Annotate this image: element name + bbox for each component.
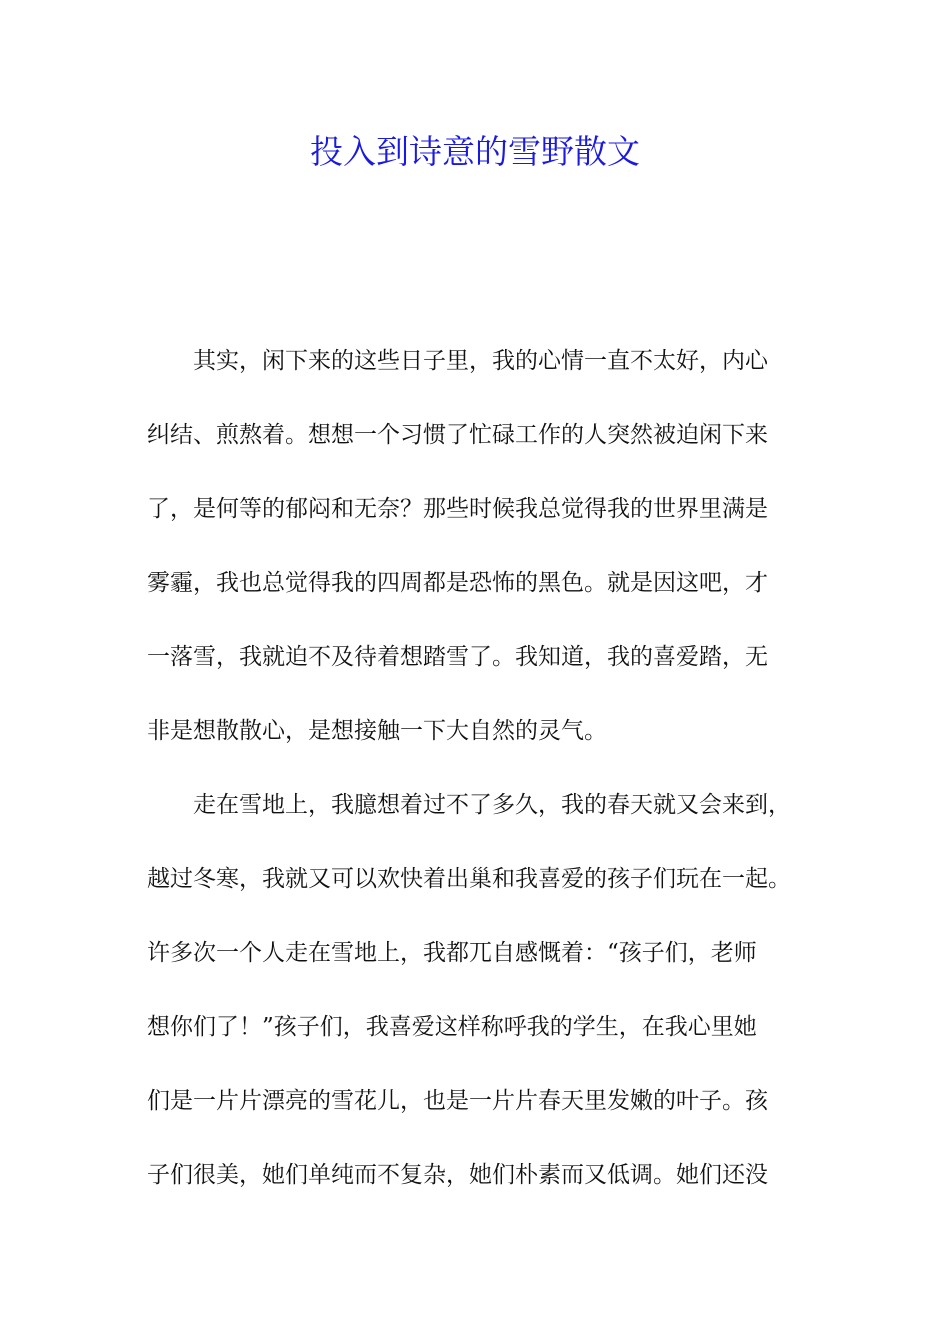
paragraph-2-line-2: 越过冬寒，我就又可以欢快着出巢和我喜爱的孩子们玩在一起。 bbox=[147, 866, 791, 892]
paragraph-1-line-1: 其实，闲下来的这些日子里，我的心情一直不太好，内心 bbox=[193, 348, 768, 374]
paragraph-1-line-3: 了，是何等的郁闷和无奈？那些时候我总觉得我的世界里满是 bbox=[147, 496, 768, 522]
document-body bbox=[147, 335, 827, 1223]
paragraph-2-line-1: 走在雪地上，我臆想着过不了多久，我的春天就又会来到， bbox=[193, 792, 791, 818]
paragraph-1-line-2: 纠结、煎熬着。想想一个习惯了忙碌工作的人突然被迫闲下来 bbox=[147, 422, 768, 448]
paragraph-1-line-6: 非是想散散心，是想接触一下大自然的灵气。 bbox=[147, 718, 607, 744]
paragraph-2-line-4: 想你们了！”孩子们，我喜爱这样称呼我的学生，在我心里她 bbox=[147, 1014, 757, 1040]
paragraph-1-line-4: 雾霾，我也总觉得我的四周都是恐怖的黑色。就是因这吧，才 bbox=[147, 570, 768, 596]
paragraph-2-line-3: 许多次一个人走在雪地上，我都兀自感慨着：“孩子们，老师 bbox=[147, 940, 757, 966]
paragraph-1-line-5: 一落雪，我就迫不及待着想踏雪了。我知道，我的喜爱踏，无 bbox=[147, 644, 768, 670]
paragraph-2-line-5: 们是一片片漂亮的雪花儿，也是一片片春天里发嫩的叶子。孩 bbox=[147, 1088, 768, 1114]
paragraph-2-line-6: 子们很美，她们单纯而不复杂，她们朴素而又低调。她们还没 bbox=[147, 1162, 768, 1188]
document-title: 投入到诗意的雪野散文 bbox=[310, 132, 640, 171]
